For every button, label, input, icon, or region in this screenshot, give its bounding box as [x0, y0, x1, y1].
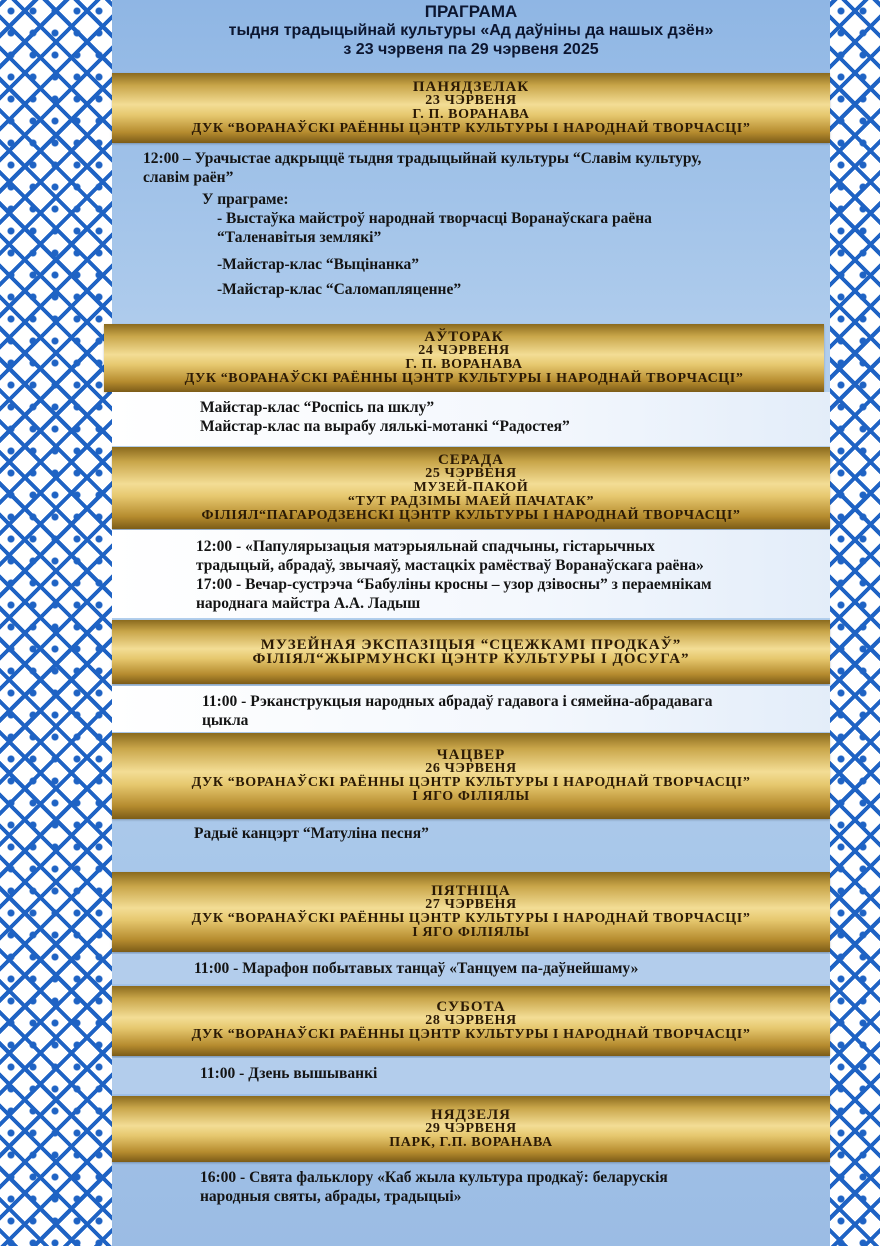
banner-venue: ФІЛІЯЛ“ЖЫРМУНСКІ ЦЭНТР КУЛЬТУРЫ І ДОСУГА” — [252, 651, 690, 667]
banner-date: 24 ЧЭРВЕНЯ — [418, 343, 510, 358]
day-banner-thursday — [112, 733, 830, 819]
banner-day: СЕРАДА — [437, 452, 505, 468]
banner-venue: ДУК “ВОРАНАЎСКІ РАЁННЫ ЦЭНТР КУЛЬТУРЫ І НАРОДНАЙ ТВОРЧАСЦІ” — [191, 911, 751, 926]
banner-venue: “ТУТ РАДЗІМЫ МАЕЙ ПАЧАТАК” — [347, 494, 595, 509]
day-banner-museum — [112, 620, 830, 684]
event-item: 11:00 - Рэканструкцыя народных абрадаў гадавога і сямейна-абрадавага цыкла — [202, 693, 713, 729]
event-item: 11:00 - Марафон побытавых танцаў «Танцуем па-даўнейшаму» — [194, 960, 639, 977]
banner-venue: ДУК “ВОРАНАЎСКІ РАЁННЫ ЦЭНТР КУЛЬТУРЫ І НАРОДНАЙ ТВОРЧАСЦІ” — [191, 1027, 751, 1042]
day-events-wednesday — [112, 530, 830, 618]
banner-date: 27 ЧЭРВЕНЯ — [425, 897, 517, 912]
banner-venue: І ЯГО ФІЛІЯЛЫ — [412, 925, 530, 940]
banner-date: 25 ЧЭРВЕНЯ — [425, 466, 517, 481]
banner-date: 26 ЧЭРВЕНЯ — [425, 761, 517, 776]
event-item: - Выстаўка майстроў народнай творчасці Воранаўскага раёна “Таленавітыя землякі” — [217, 210, 652, 246]
banner-day: ЧАЦВЕР — [436, 747, 506, 763]
ornament-border-right — [830, 0, 880, 1246]
page-subtitle: тыдня традыцыйнай культуры «Ад даўніны да нашых дзён» — [228, 22, 714, 39]
day-events-tuesday — [112, 392, 830, 446]
banner-day: АЎТОРАК — [424, 329, 504, 345]
banner-venue: ДУК “ВОРАНАЎСКІ РАЁННЫ ЦЭНТР КУЛЬТУРЫ І НАРОДНАЙ ТВОРЧАСЦІ” — [184, 371, 744, 386]
banner-venue: ДУК “ВОРАНАЎСКІ РАЁННЫ ЦЭНТР КУЛЬТУРЫ І НАРОДНАЙ ТВОРЧАСЦІ” — [191, 775, 751, 790]
banner-day: СУБОТА — [436, 999, 506, 1015]
day-banner-monday — [112, 73, 830, 143]
day-banner-saturday — [112, 986, 830, 1056]
page-title: ПРАГРАМА — [424, 2, 518, 21]
event-item: 17:00 - Вечар-сустрэча “Бабуліны кросны – узор дзівосны” з пераемнікам народнага майстра А.А. Ладыш — [196, 576, 712, 612]
ornament-border-left — [0, 0, 112, 1246]
day-banner-wednesday — [112, 447, 830, 529]
banner-place: ПАРК, Г.П. ВОРАНАВА — [389, 1135, 553, 1150]
banner-venue: І ЯГО ФІЛІЯЛЫ — [412, 789, 530, 804]
banner-date: 23 ЧЭРВЕНЯ — [425, 93, 517, 108]
banner-date: 28 ЧЭРВЕНЯ — [425, 1013, 517, 1028]
event-item: 12:00 – Урачыстае адкрыццё тыдня традыцыйнай культуры “Славім культуру, славім раён” — [143, 150, 702, 186]
banner-place: МУЗЕЙНАЯ ЭКСПАЗІЦЫЯ “СЦЕЖКАМІ ПРОДКАЎ” — [260, 637, 682, 653]
day-events-thursday — [112, 820, 830, 870]
day-banner-friday — [112, 872, 830, 952]
day-events-friday — [112, 954, 830, 984]
event-item: 11:00 - Дзень вышыванкі — [200, 1065, 378, 1082]
day-events-saturday — [112, 1058, 830, 1094]
banner-place: МУЗЕЙ-ПАКОЙ — [413, 480, 529, 495]
page-dates: з 23 чэрвеня па 29 чэрвеня 2025 — [343, 41, 599, 58]
day-events-sunday — [112, 1164, 830, 1224]
day-banner-tuesday — [104, 324, 824, 392]
banner-day: НЯДЗЕЛЯ — [431, 1107, 511, 1123]
banner-date: 29 ЧЭРВЕНЯ — [425, 1121, 517, 1136]
day-banner-sunday — [112, 1096, 830, 1162]
event-item: Майстар-клас “Роспісь па шклу” — [200, 399, 435, 416]
page-header — [112, 0, 830, 72]
banner-day: ПАНЯДЗЕЛАК — [412, 79, 530, 95]
event-item: -Майстар-клас “Саломапляценне” — [217, 281, 462, 298]
banner-place: Г. П. ВОРАНАВА — [405, 357, 523, 372]
event-item: 16:00 - Свята фальклору «Каб жыла культура продкаў: беларускія народныя святы, абрады, традыцыі» — [200, 1169, 668, 1205]
event-item: У праграме: — [202, 191, 289, 208]
event-item: Радыё канцэрт “Матуліна песня” — [194, 825, 429, 842]
day-events-museum — [112, 686, 830, 732]
banner-place: Г. П. ВОРАНАВА — [412, 107, 530, 122]
event-item: -Майстар-клас “Выцінанка” — [217, 256, 420, 273]
day-events-monday — [112, 145, 830, 323]
banner-venue: ДУК “ВОРАНАЎСКІ РАЁННЫ ЦЭНТР КУЛЬТУРЫ І НАРОДНАЙ ТВОРЧАСЦІ” — [191, 121, 751, 136]
event-item: Майстар-клас па вырабу лялькі-мотанкі “Радостея” — [200, 418, 570, 435]
banner-venue: ФІЛІЯЛ“ПАГАРОДЗЕНСКІ ЦЭНТР КУЛЬТУРЫ І НАРОДНАЙ ТВОРЧАСЦІ” — [201, 508, 741, 523]
event-item: 12:00 - «Папулярызацыя матэрыяльнай спадчыны, гістарычных традыцый, абрадаў, звычаяў, мастацкіх рамёстваў Воранаўскага раёна» — [196, 538, 704, 574]
banner-day: ПЯТНІЦА — [431, 883, 511, 899]
